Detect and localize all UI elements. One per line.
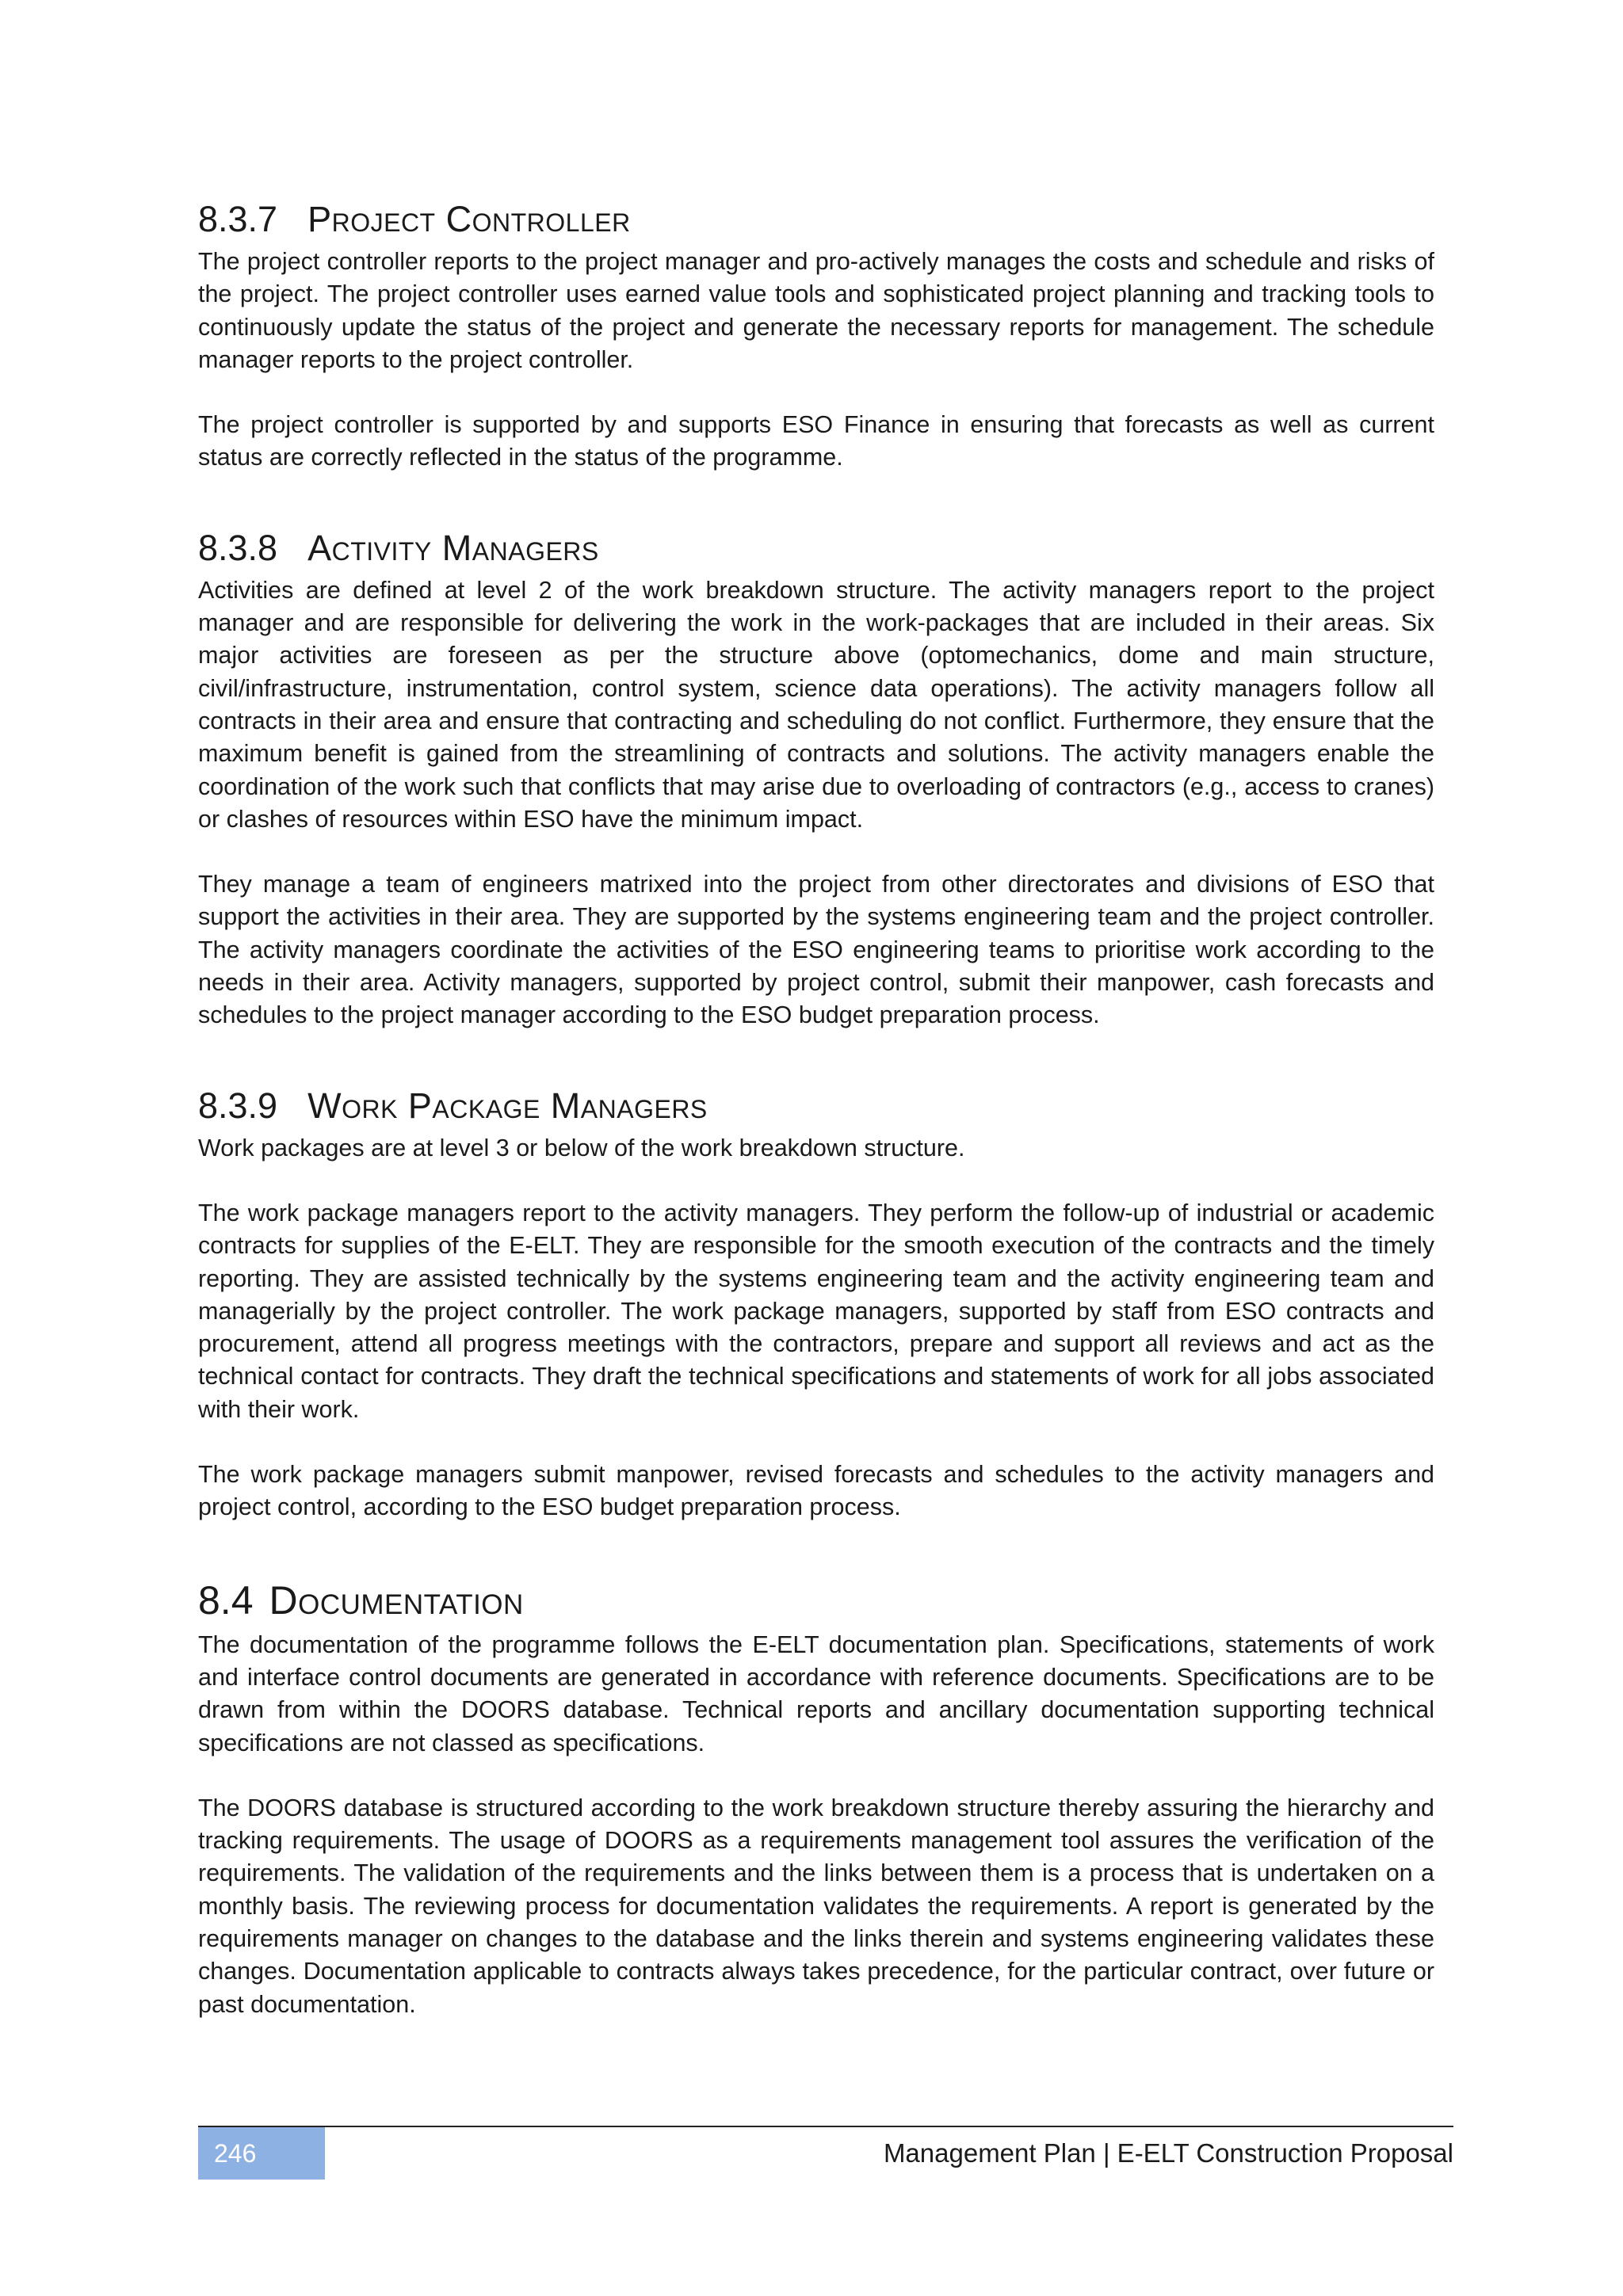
section-title: Documentation (269, 1577, 524, 1623)
section-number: 8.3.8 (198, 527, 278, 568)
page-footer (198, 2126, 1453, 2181)
paragraph: They manage a team of engineers matrixed into the project from other directorates and divisions of ESO that support the activities in their area. They are supported by the systems engineering team and the project controller. The activity managers coordinate the activities of the ESO engineering teams to prioritise work according to the needs in their area. Activity managers, supported by project control, submit their manpower, cash forecasts and schedules to the project manager according to the ESO budget preparation process. (198, 871, 1434, 1029)
paragraph: Activities are defined at level 2 of the work breakdown structure. The activity managers report to the project manager and are responsible for delivering the work in the work-packages that are included in their areas. Six major activities are foreseen as per the structure above (optomechanics, dome and main structure, civil/infrastructure, instrumentation, control system, science data operations). The activity managers follow all contracts in their area and ensure that contracting and scheduling do not conflict. Furthermore, they ensure that the maximum benefit is gained from the streamlining of contracts and solutions. The activity managers enable the coordination of the work such that conflicts that may arise due to overloading of contractors (e.g., access to cranes) or clashes of resources within ESO have the minimum impact. (198, 576, 1434, 833)
section-title: Activity Managers (307, 527, 599, 568)
paragraph: The documentation of the programme follows the E-ELT documentation plan. Specifications, statements of work and interface control documents are generated in accordance with reference documents. Specifications are to be drawn from within the DOORS database. Technical reports and ancillary documentation supporting technical specifications are not classed as specifications. (198, 1630, 1434, 1756)
paragraph: Work packages are at level 3 or below of the work breakdown structure. (198, 1134, 965, 1161)
section-heading (198, 1577, 1434, 1624)
section-number: 8.3.9 (198, 1085, 278, 1126)
paragraph: The work package managers report to the activity managers. They perform the follow-up of industrial or academic contracts for supplies of the E-ELT. They are responsible for the smooth execution of the contracts and the timely reporting. They are assisted technically by the systems engineering team and the activity engineering team and managerially by the project controller. The work package managers, supported by staff from ESO contracts and procurement, attend all progress meetings with the contractors, prepare and support all reviews and act as the technical contact for contracts. They draft the technical specifications and statements of work for all jobs associated with their work. (198, 1199, 1434, 1423)
section-number: 8.4 (198, 1577, 254, 1623)
paragraph: The project controller reports to the project manager and pro-actively manages the costs and schedule and risks of the project. The project controller uses earned value tools and sophisticated project planning and tracking tools to continuously update the status of the project and generate the necessary reports for management. The schedule manager reports to the project controller. (198, 248, 1434, 373)
paragraph: The project controller is supported by and supports ESO Finance in ensuring that forecasts as well as current status are correctly reflected in the status of the programme. (198, 411, 1434, 471)
section-documentation (198, 1577, 1434, 2021)
section-heading (198, 527, 1434, 570)
section-number: 8.3.7 (198, 199, 278, 239)
section-title: Project Controller (307, 199, 631, 239)
section-activity-managers (198, 527, 1434, 1032)
section-title: Work Package Managers (307, 1085, 708, 1126)
section-work-package-managers (198, 1085, 1434, 1524)
section-heading (198, 198, 1434, 241)
page-content (198, 198, 1434, 2021)
footer-document-title: Management Plan | E-ELT Construction Proposal (883, 2138, 1453, 2168)
page-number: 246 (198, 2127, 325, 2180)
section-heading (198, 1085, 1434, 1127)
paragraph: The DOORS database is structured according to the work breakdown structure thereby assuring the hierarchy and tracking requirements. The usage of DOORS as a requirements management tool assures the verification of the requirements. The validation of the requirements and the links between them is a process that is undertaken on a monthly basis. The reviewing process for documentation validates the requirements. A report is generated by the requirements manager on changes to the database and the links therein and systems engineering validates these changes. Documentation applicable to contracts always takes precedence, for the particular contract, over future or past documentation. (198, 1794, 1434, 2018)
section-project-controller (198, 198, 1434, 475)
paragraph: The work package managers submit manpower, revised forecasts and schedules to the activity managers and project control, according to the ESO budget preparation process. (198, 1461, 1434, 1521)
